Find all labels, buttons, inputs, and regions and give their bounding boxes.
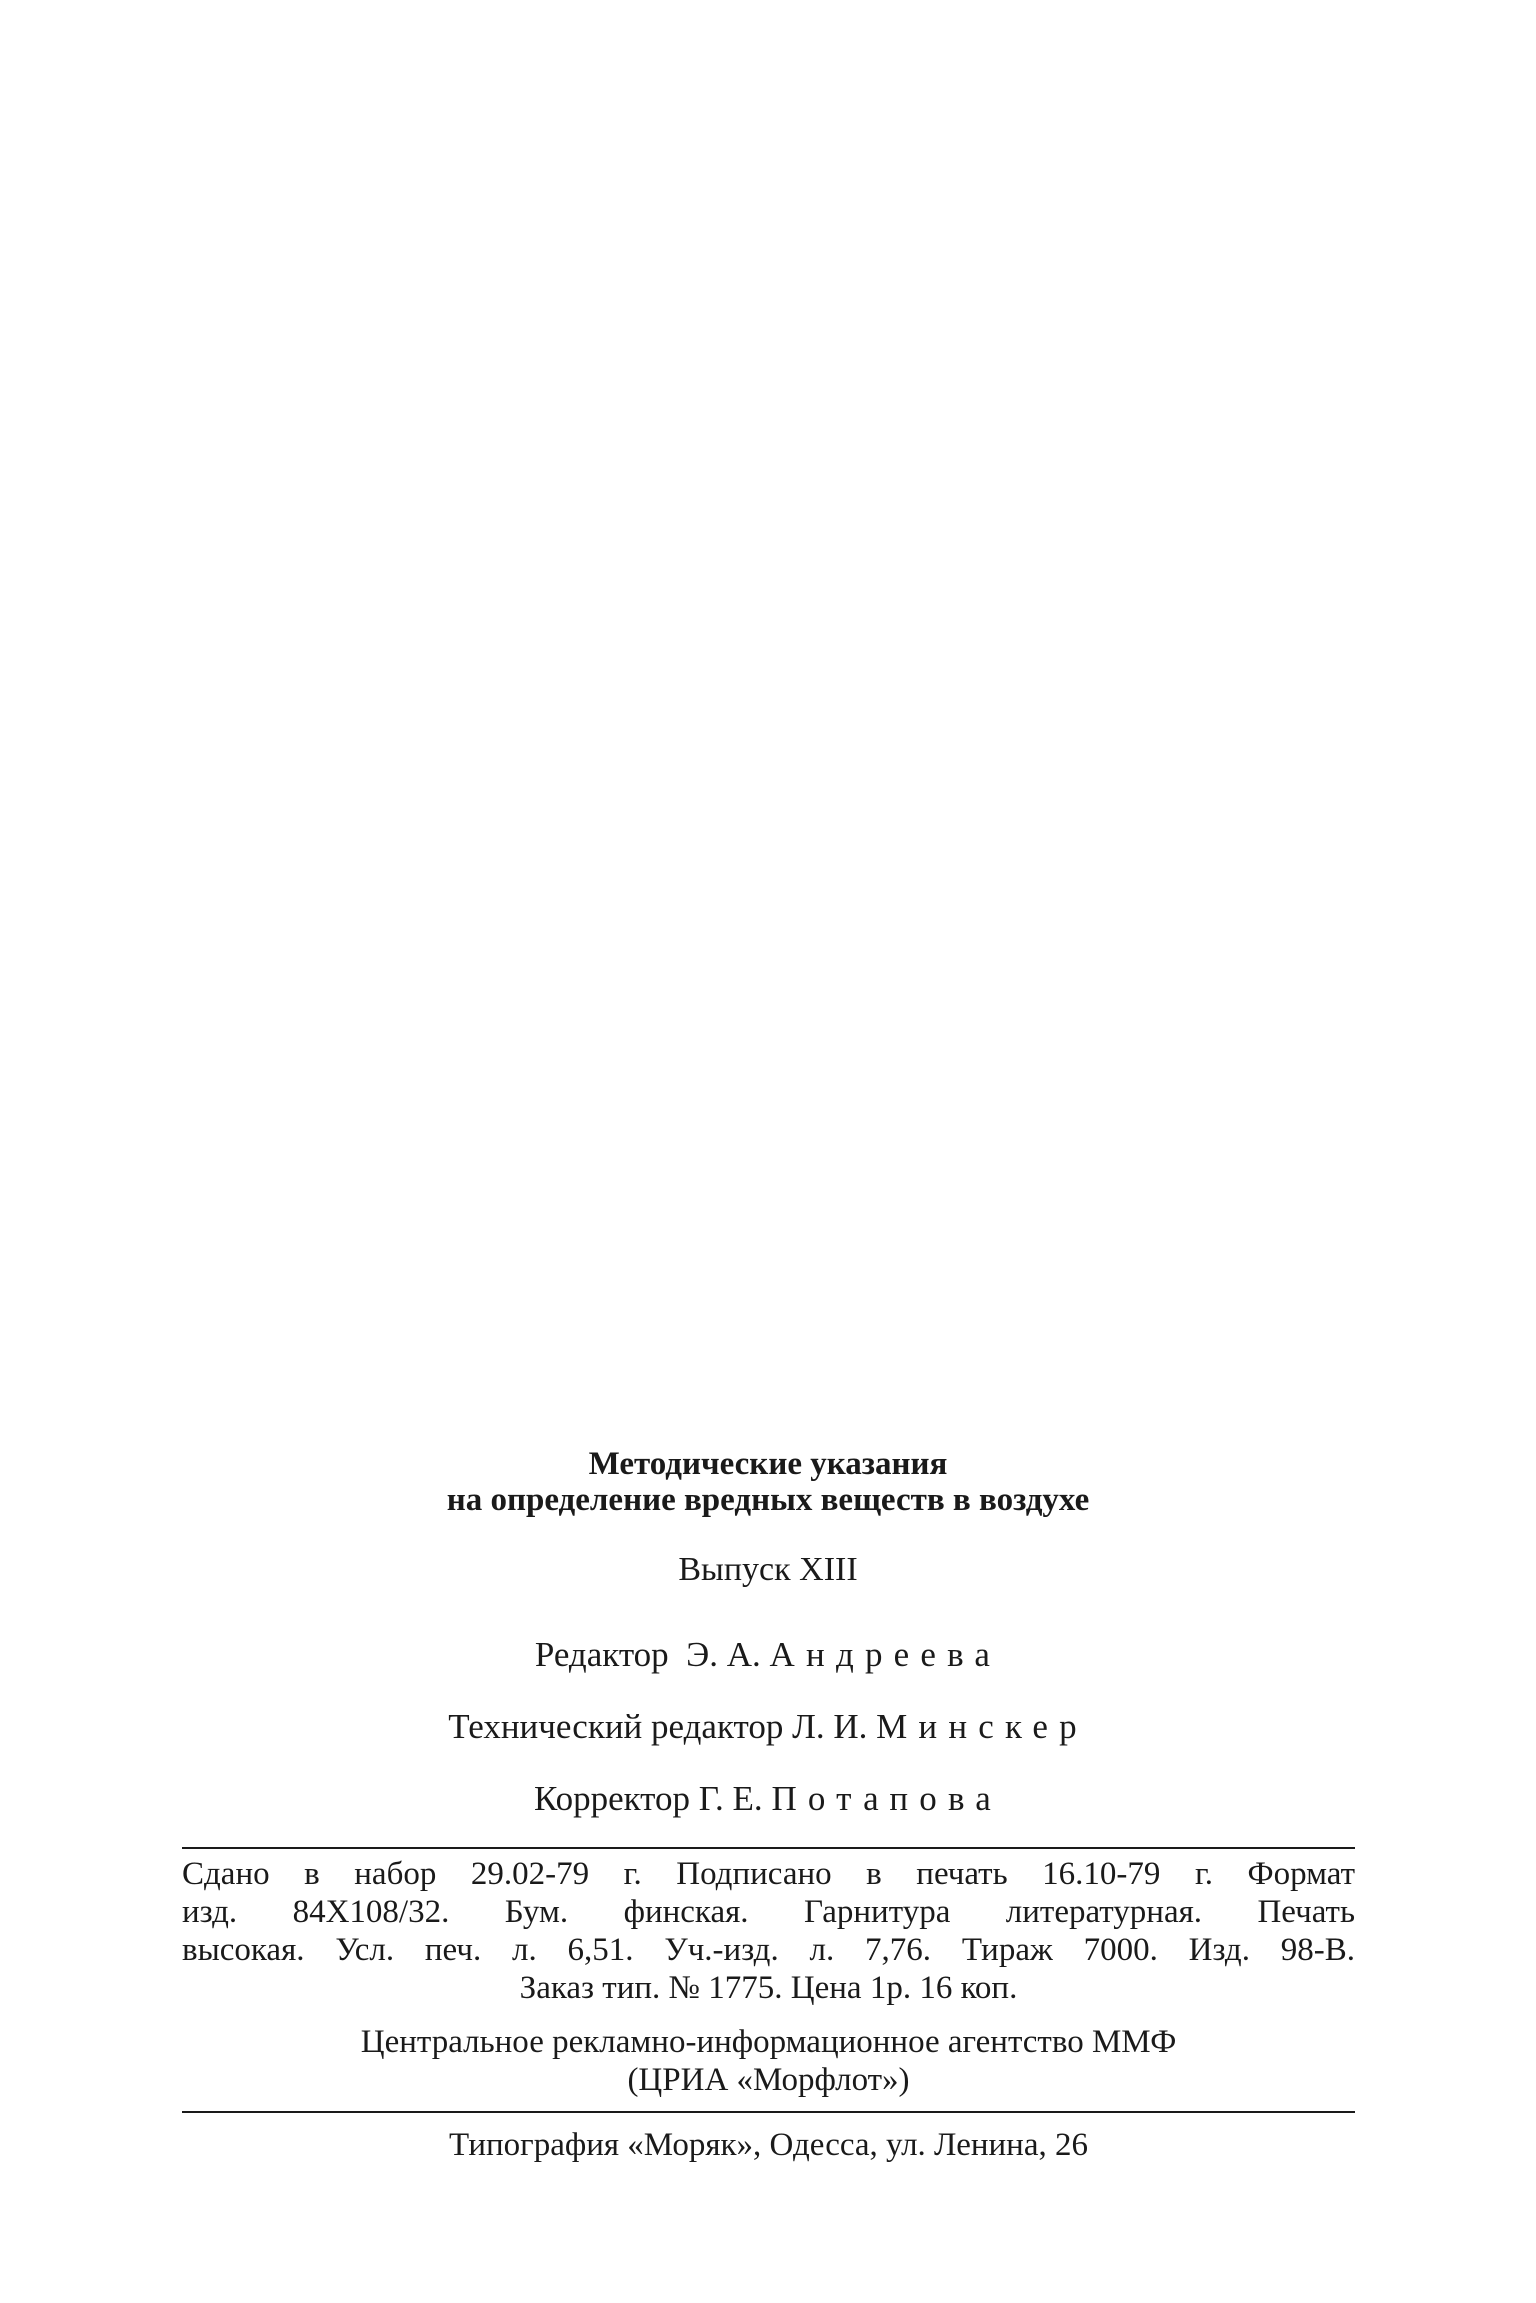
details-line-1: Сдано в набор 29.02-79 г. Подписано в печать 16.10-79 г. Формат xyxy=(182,1856,1355,1892)
printer-line: Типография «Моряк», Одесса, ул. Ленина, 26 xyxy=(449,2127,1088,2163)
agency-line-2: (ЦРИА «Морфлот») xyxy=(627,2062,910,2098)
credit-surname: Потапова xyxy=(771,1779,1002,1818)
divider-bottom xyxy=(182,2111,1355,2113)
credit-surname: Андреева xyxy=(769,1635,1002,1674)
publication-details xyxy=(182,1855,1355,2007)
title-line-1: Методические указания xyxy=(588,1446,948,1482)
details-line-3: высокая. Усл. печ. л. 6,51. Уч.-изд. л. 7,76. Тираж 7000. Изд. 98-В. xyxy=(182,1932,1355,1968)
publisher-agency xyxy=(182,2023,1355,2099)
details-line-2: изд. 84Х108/32. Бум. финская. Гарнитура литературная. Печать xyxy=(182,1894,1355,1930)
credit-role: Редактор xyxy=(534,1635,669,1674)
credit-tech-editor xyxy=(0,1707,1536,1747)
credit-proofreader xyxy=(0,1779,1536,1819)
divider-top xyxy=(182,1847,1355,1849)
credit-editor xyxy=(0,1635,1536,1675)
credit-surname: Минскер xyxy=(876,1707,1088,1746)
credit-initials: Л. И. xyxy=(792,1707,868,1746)
credit-initials: Э. А. xyxy=(686,1635,761,1674)
credit-role: Технический редактор xyxy=(448,1707,784,1746)
title-line-2: на определение вредных веществ в воздухе xyxy=(446,1482,1090,1518)
issue-number: Выпуск XIII xyxy=(678,1551,858,1588)
credit-role: Корректор xyxy=(534,1779,691,1818)
credit-initials: Г. Е. xyxy=(698,1779,763,1818)
details-line-4: Заказ тип. № 1775. Цена 1р. 16 коп. xyxy=(519,1970,1018,2006)
agency-line-1: Центральное рекламно-информационное агентство ММФ xyxy=(360,2024,1177,2060)
